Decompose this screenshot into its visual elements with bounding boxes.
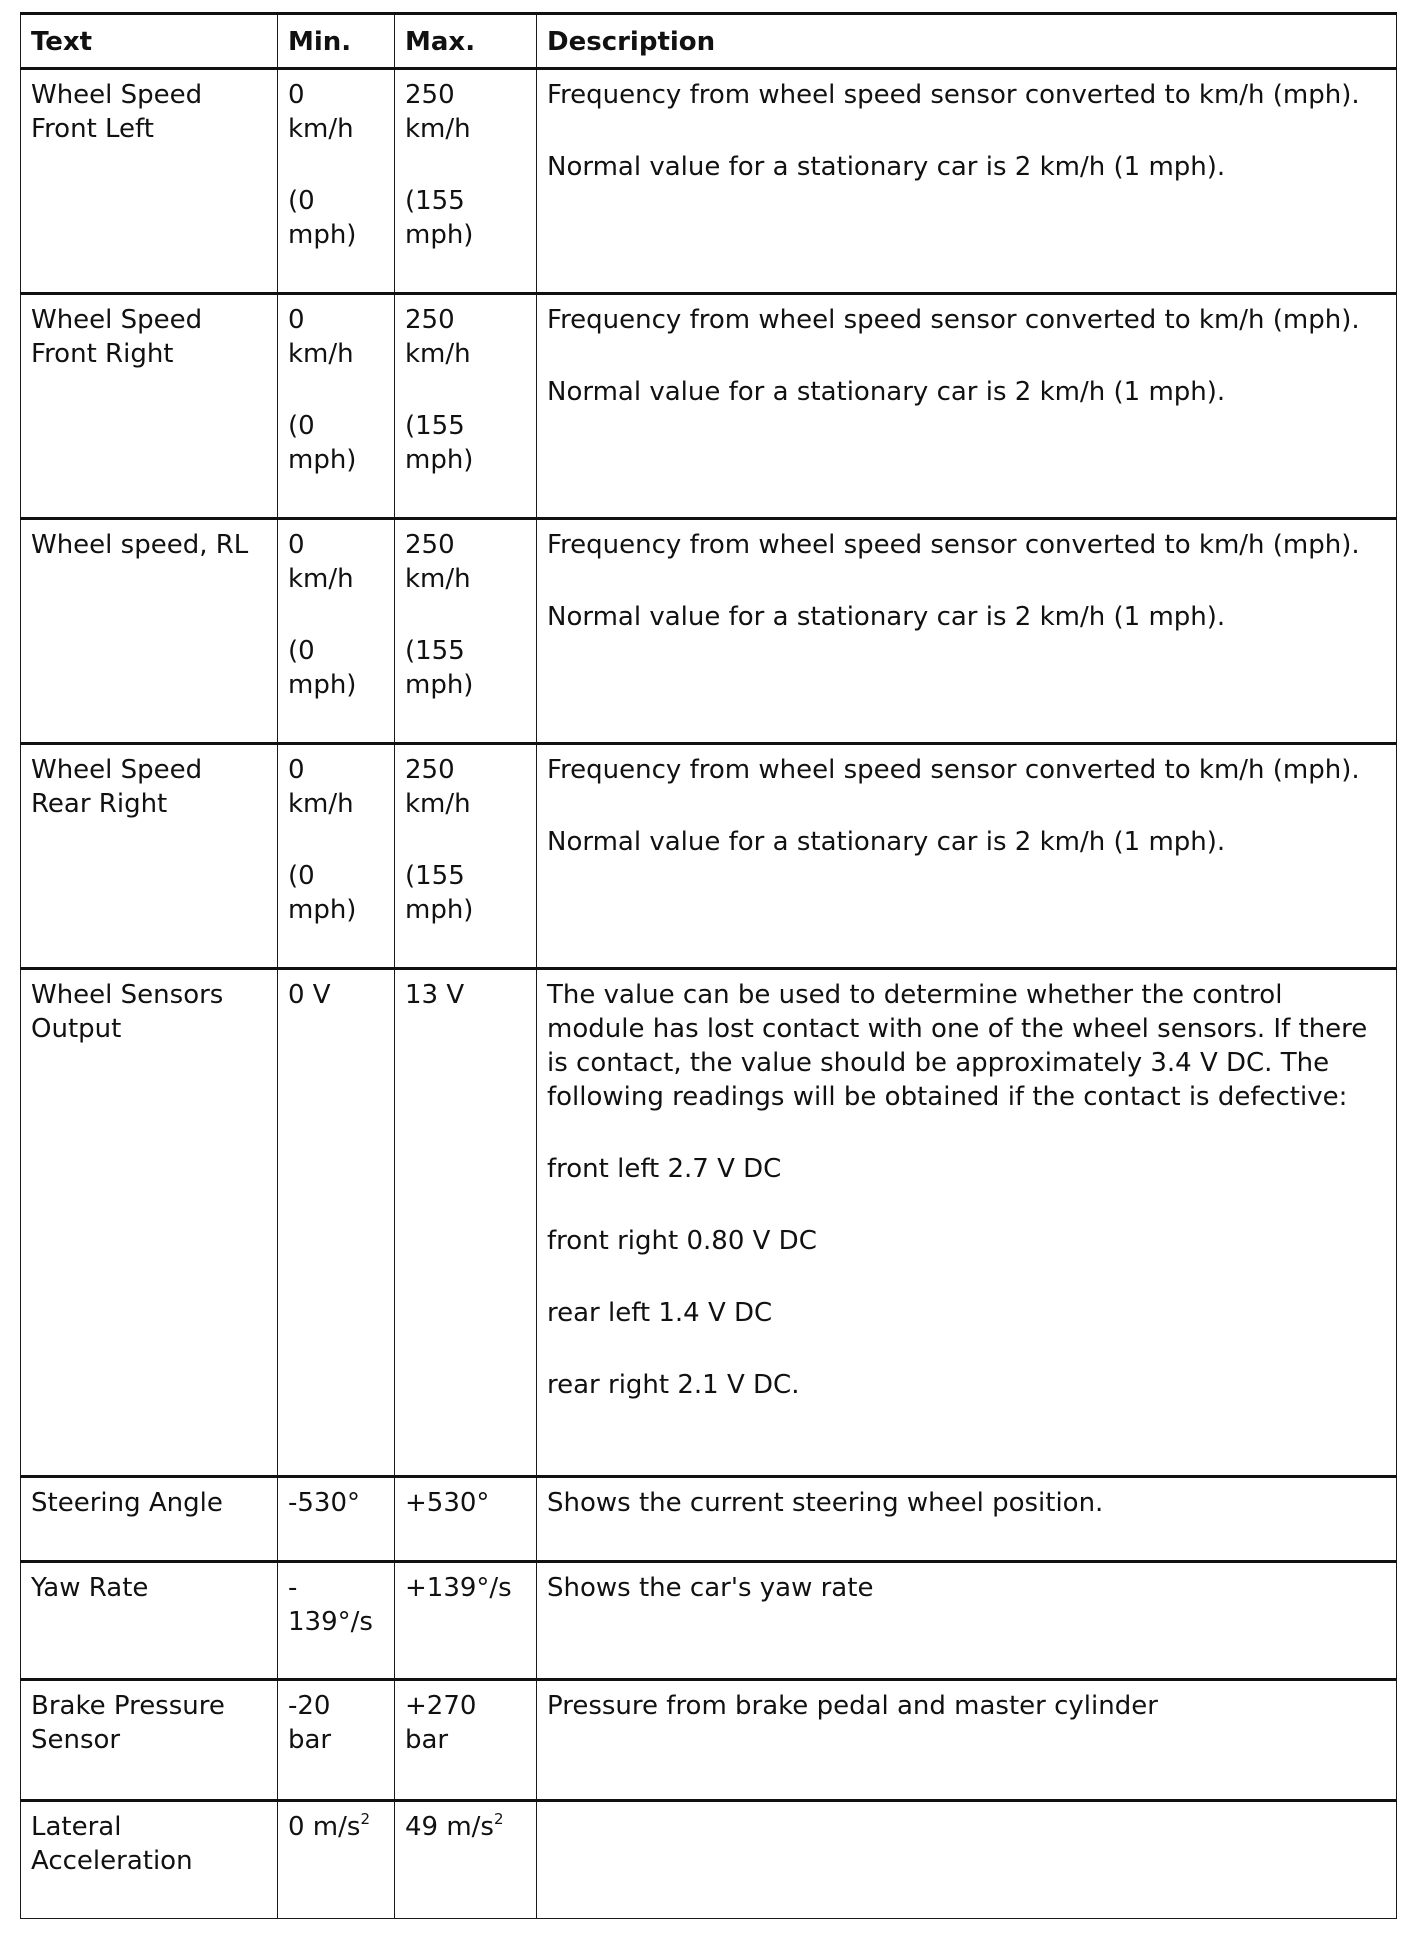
max-value: +530° — [405, 1488, 490, 1518]
min-value: -20 bar — [288, 1691, 332, 1755]
row-text: Wheel Speed Front Right — [21, 294, 278, 519]
header-max: Max. — [395, 14, 537, 69]
min-value: -530° — [288, 1488, 361, 1518]
description-paragraph: Normal value for a stationary car is 2 km/h (1 mph). — [547, 827, 1226, 857]
description-paragraph: Normal value for a stationary car is 2 km/h (1 mph). — [547, 152, 1226, 182]
max-value: 49 m/s — [405, 1812, 494, 1842]
min-value-imperial: (0 mph) — [288, 411, 357, 475]
description-paragraph: Shows the car's yaw rate — [547, 1573, 874, 1603]
parameter-table — [20, 12, 1397, 1919]
max-value: 13 V — [405, 980, 465, 1010]
max-value: +270 bar — [405, 1691, 477, 1755]
min-value-imperial: (0 mph) — [288, 636, 357, 700]
row-max — [395, 1477, 537, 1562]
min-value-imperial: (0 mph) — [288, 861, 357, 925]
row-max — [395, 519, 537, 744]
row-description — [537, 1562, 1397, 1680]
description-paragraph: The value can be used to determine whether the control module has lost contact with one of the wheel sensors. If there is contact, the value should be approximately 3.4 V DC. The following readings will be obtained if the contact is defective: — [547, 980, 1368, 1112]
table-row — [21, 519, 1397, 744]
row-text: Wheel Sensors Output — [21, 969, 278, 1477]
table-row — [21, 1477, 1397, 1562]
reading-front-right: front right 0.80 V DC — [547, 1226, 817, 1256]
row-text: Steering Angle — [21, 1477, 278, 1562]
table-row — [21, 1801, 1397, 1919]
table-row — [21, 1680, 1397, 1801]
row-min — [278, 1477, 395, 1562]
description-paragraph: Frequency from wheel speed sensor converted to km/h (mph). — [547, 80, 1360, 110]
description-paragraph: Frequency from wheel speed sensor converted to km/h (mph). — [547, 305, 1360, 335]
row-min — [278, 69, 395, 294]
table-row — [21, 294, 1397, 519]
description-paragraph: Frequency from wheel speed sensor converted to km/h (mph). — [547, 530, 1360, 560]
row-text: Wheel speed, RL — [21, 519, 278, 744]
row-text: Lateral Acceleration — [21, 1801, 278, 1919]
document-page — [20, 12, 1396, 1919]
min-unit-exponent: 2 — [360, 1810, 370, 1828]
row-min — [278, 294, 395, 519]
description-paragraph: Frequency from wheel speed sensor converted to km/h (mph). — [547, 755, 1360, 785]
max-value: +139°/s — [405, 1573, 512, 1603]
min-value: 0 km/h — [288, 80, 354, 144]
table-header-row — [21, 14, 1397, 69]
min-value: 0 km/h — [288, 530, 354, 594]
row-max — [395, 1680, 537, 1801]
table-row — [21, 1562, 1397, 1680]
row-min — [278, 1562, 395, 1680]
min-value-imperial: (0 mph) — [288, 186, 357, 250]
row-description — [537, 519, 1397, 744]
min-value: - 139°/s — [288, 1573, 373, 1637]
row-description — [537, 744, 1397, 969]
row-text: Wheel Speed Front Left — [21, 69, 278, 294]
header-min: Min. — [278, 14, 395, 69]
row-max — [395, 294, 537, 519]
max-unit-exponent: 2 — [493, 1810, 504, 1828]
description-paragraph: Normal value for a stationary car is 2 km/h (1 mph). — [547, 377, 1226, 407]
row-max — [395, 1801, 537, 1919]
row-min — [278, 519, 395, 744]
reading-rear-left: rear left 1.4 V DC — [547, 1298, 773, 1328]
row-text: Brake Pressure Sensor — [21, 1680, 278, 1801]
row-max — [395, 1562, 537, 1680]
row-min — [278, 744, 395, 969]
table-row — [21, 69, 1397, 294]
row-description — [537, 69, 1397, 294]
max-value: 250 km/h — [405, 80, 471, 144]
min-value: 0 km/h — [288, 755, 354, 819]
max-value: 250 km/h — [405, 755, 471, 819]
row-description — [537, 1801, 1397, 1919]
row-max — [395, 69, 537, 294]
max-value: 250 km/h — [405, 305, 471, 369]
row-max — [395, 969, 537, 1477]
table-row — [21, 744, 1397, 969]
table-row — [21, 969, 1397, 1477]
row-text: Wheel Speed Rear Right — [21, 744, 278, 969]
row-max — [395, 744, 537, 969]
row-description — [537, 294, 1397, 519]
header-description: Description — [537, 14, 1397, 69]
row-description — [537, 969, 1397, 1477]
row-min — [278, 969, 395, 1477]
header-text: Text — [21, 14, 278, 69]
min-value: 0 V — [288, 980, 331, 1010]
reading-rear-right: rear right 2.1 V DC. — [547, 1370, 800, 1400]
max-value-imperial: (155 mph) — [405, 636, 474, 700]
max-value-imperial: (155 mph) — [405, 411, 474, 475]
reading-front-left: front left 2.7 V DC — [547, 1154, 782, 1184]
min-value: 0 m/s — [288, 1812, 361, 1842]
max-value-imperial: (155 mph) — [405, 861, 474, 925]
row-description — [537, 1680, 1397, 1801]
description-paragraph: Normal value for a stationary car is 2 km/h (1 mph). — [547, 602, 1226, 632]
row-text: Yaw Rate — [21, 1562, 278, 1680]
max-value: 250 km/h — [405, 530, 471, 594]
max-value-imperial: (155 mph) — [405, 186, 474, 250]
description-paragraph: Shows the current steering wheel position. — [547, 1488, 1104, 1518]
row-min — [278, 1680, 395, 1801]
description-paragraph: Pressure from brake pedal and master cylinder — [547, 1691, 1158, 1721]
min-value: 0 km/h — [288, 305, 354, 369]
row-min — [278, 1801, 395, 1919]
row-description — [537, 1477, 1397, 1562]
